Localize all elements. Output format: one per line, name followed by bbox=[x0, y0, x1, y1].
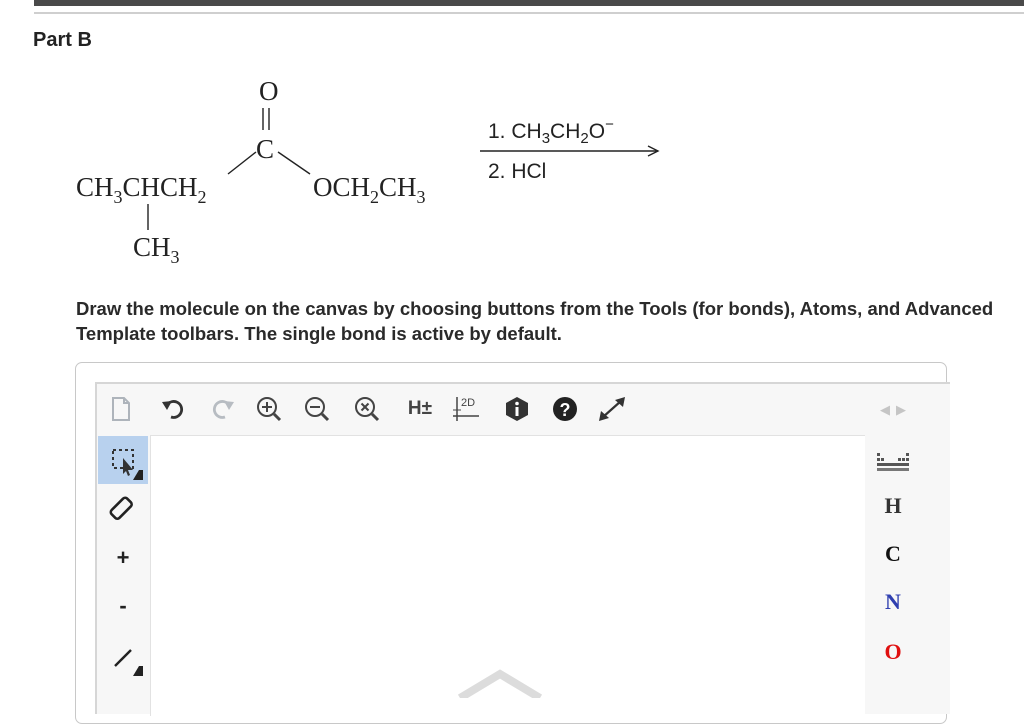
bond-ch2-c bbox=[228, 152, 256, 174]
selection-lasso-icon bbox=[103, 440, 143, 480]
atom-c-button[interactable]: C bbox=[885, 541, 901, 566]
eraser-icon bbox=[108, 495, 138, 525]
charge-plus-button[interactable]: + bbox=[116, 545, 130, 570]
info-icon bbox=[504, 396, 530, 422]
header-divider bbox=[34, 12, 1024, 14]
expand-arrows-icon bbox=[597, 396, 627, 422]
zoom-in-icon bbox=[255, 395, 283, 423]
svg-text:2D: 2D bbox=[461, 397, 476, 409]
canvas-watermark-icon bbox=[455, 668, 545, 698]
periodic-table-button[interactable] bbox=[868, 440, 918, 484]
info-button[interactable] bbox=[504, 394, 530, 424]
single-bond-icon bbox=[103, 636, 143, 676]
zoom-out-icon bbox=[303, 395, 331, 423]
zoom-in-button[interactable] bbox=[254, 394, 284, 424]
new-document-icon bbox=[110, 396, 132, 422]
zoom-out-button[interactable] bbox=[302, 394, 332, 424]
help-button[interactable] bbox=[552, 394, 578, 424]
redo-icon bbox=[209, 397, 235, 421]
instructions-text: Draw the molecule on the canvas by choosing buttons from the Tools (for bonds), Atoms, and Advanced Template toolbars. The single bond is active by default. bbox=[76, 298, 994, 344]
zoom-reset-button[interactable] bbox=[352, 394, 382, 424]
help-icon bbox=[552, 396, 578, 422]
carbonyl-oxygen: O bbox=[259, 76, 279, 106]
reagent-step-2: 2. HCl bbox=[488, 160, 547, 183]
bond-c-o bbox=[278, 152, 310, 174]
reagent-step-1: 1. $CH_3CH_2O^-$ bbox=[488, 116, 614, 147]
zoom-reset-icon bbox=[353, 395, 381, 423]
part-title: Part B bbox=[33, 29, 92, 51]
eraser-tool-button[interactable] bbox=[98, 486, 148, 534]
single-bond-tool-button[interactable] bbox=[98, 632, 148, 680]
reaction-scheme bbox=[60, 70, 680, 280]
carbonyl-carbon: C bbox=[256, 134, 275, 164]
clean-2d-button[interactable] bbox=[450, 394, 484, 424]
toolbar-scroll-arrows[interactable]: ◀▶ bbox=[880, 402, 912, 417]
atom-h-button[interactable]: H bbox=[884, 493, 902, 518]
redo-button[interactable] bbox=[208, 394, 236, 424]
ester-group: $OCH_2CH_3$ bbox=[313, 172, 426, 207]
new-document-button[interactable] bbox=[108, 394, 134, 424]
periodic-table-icon bbox=[875, 449, 911, 475]
top-header-bar bbox=[34, 0, 1024, 6]
fullscreen-button[interactable] bbox=[596, 394, 628, 424]
clean-2d-icon bbox=[451, 394, 483, 424]
selection-tool-button[interactable] bbox=[98, 436, 148, 484]
svg-text:?: ? bbox=[559, 400, 571, 420]
undo-icon bbox=[161, 397, 187, 421]
undo-button[interactable] bbox=[160, 394, 188, 424]
atom-n-button[interactable]: N bbox=[885, 589, 901, 614]
branch-methyl: $CH_3$ bbox=[133, 232, 180, 267]
left-group: $CH_3CHCH_2$ bbox=[76, 172, 207, 207]
charge-minus-button[interactable]: - bbox=[119, 593, 127, 618]
atom-o-button[interactable]: O bbox=[884, 639, 902, 664]
toggle-hydrogens-button[interactable]: H± bbox=[407, 398, 433, 419]
